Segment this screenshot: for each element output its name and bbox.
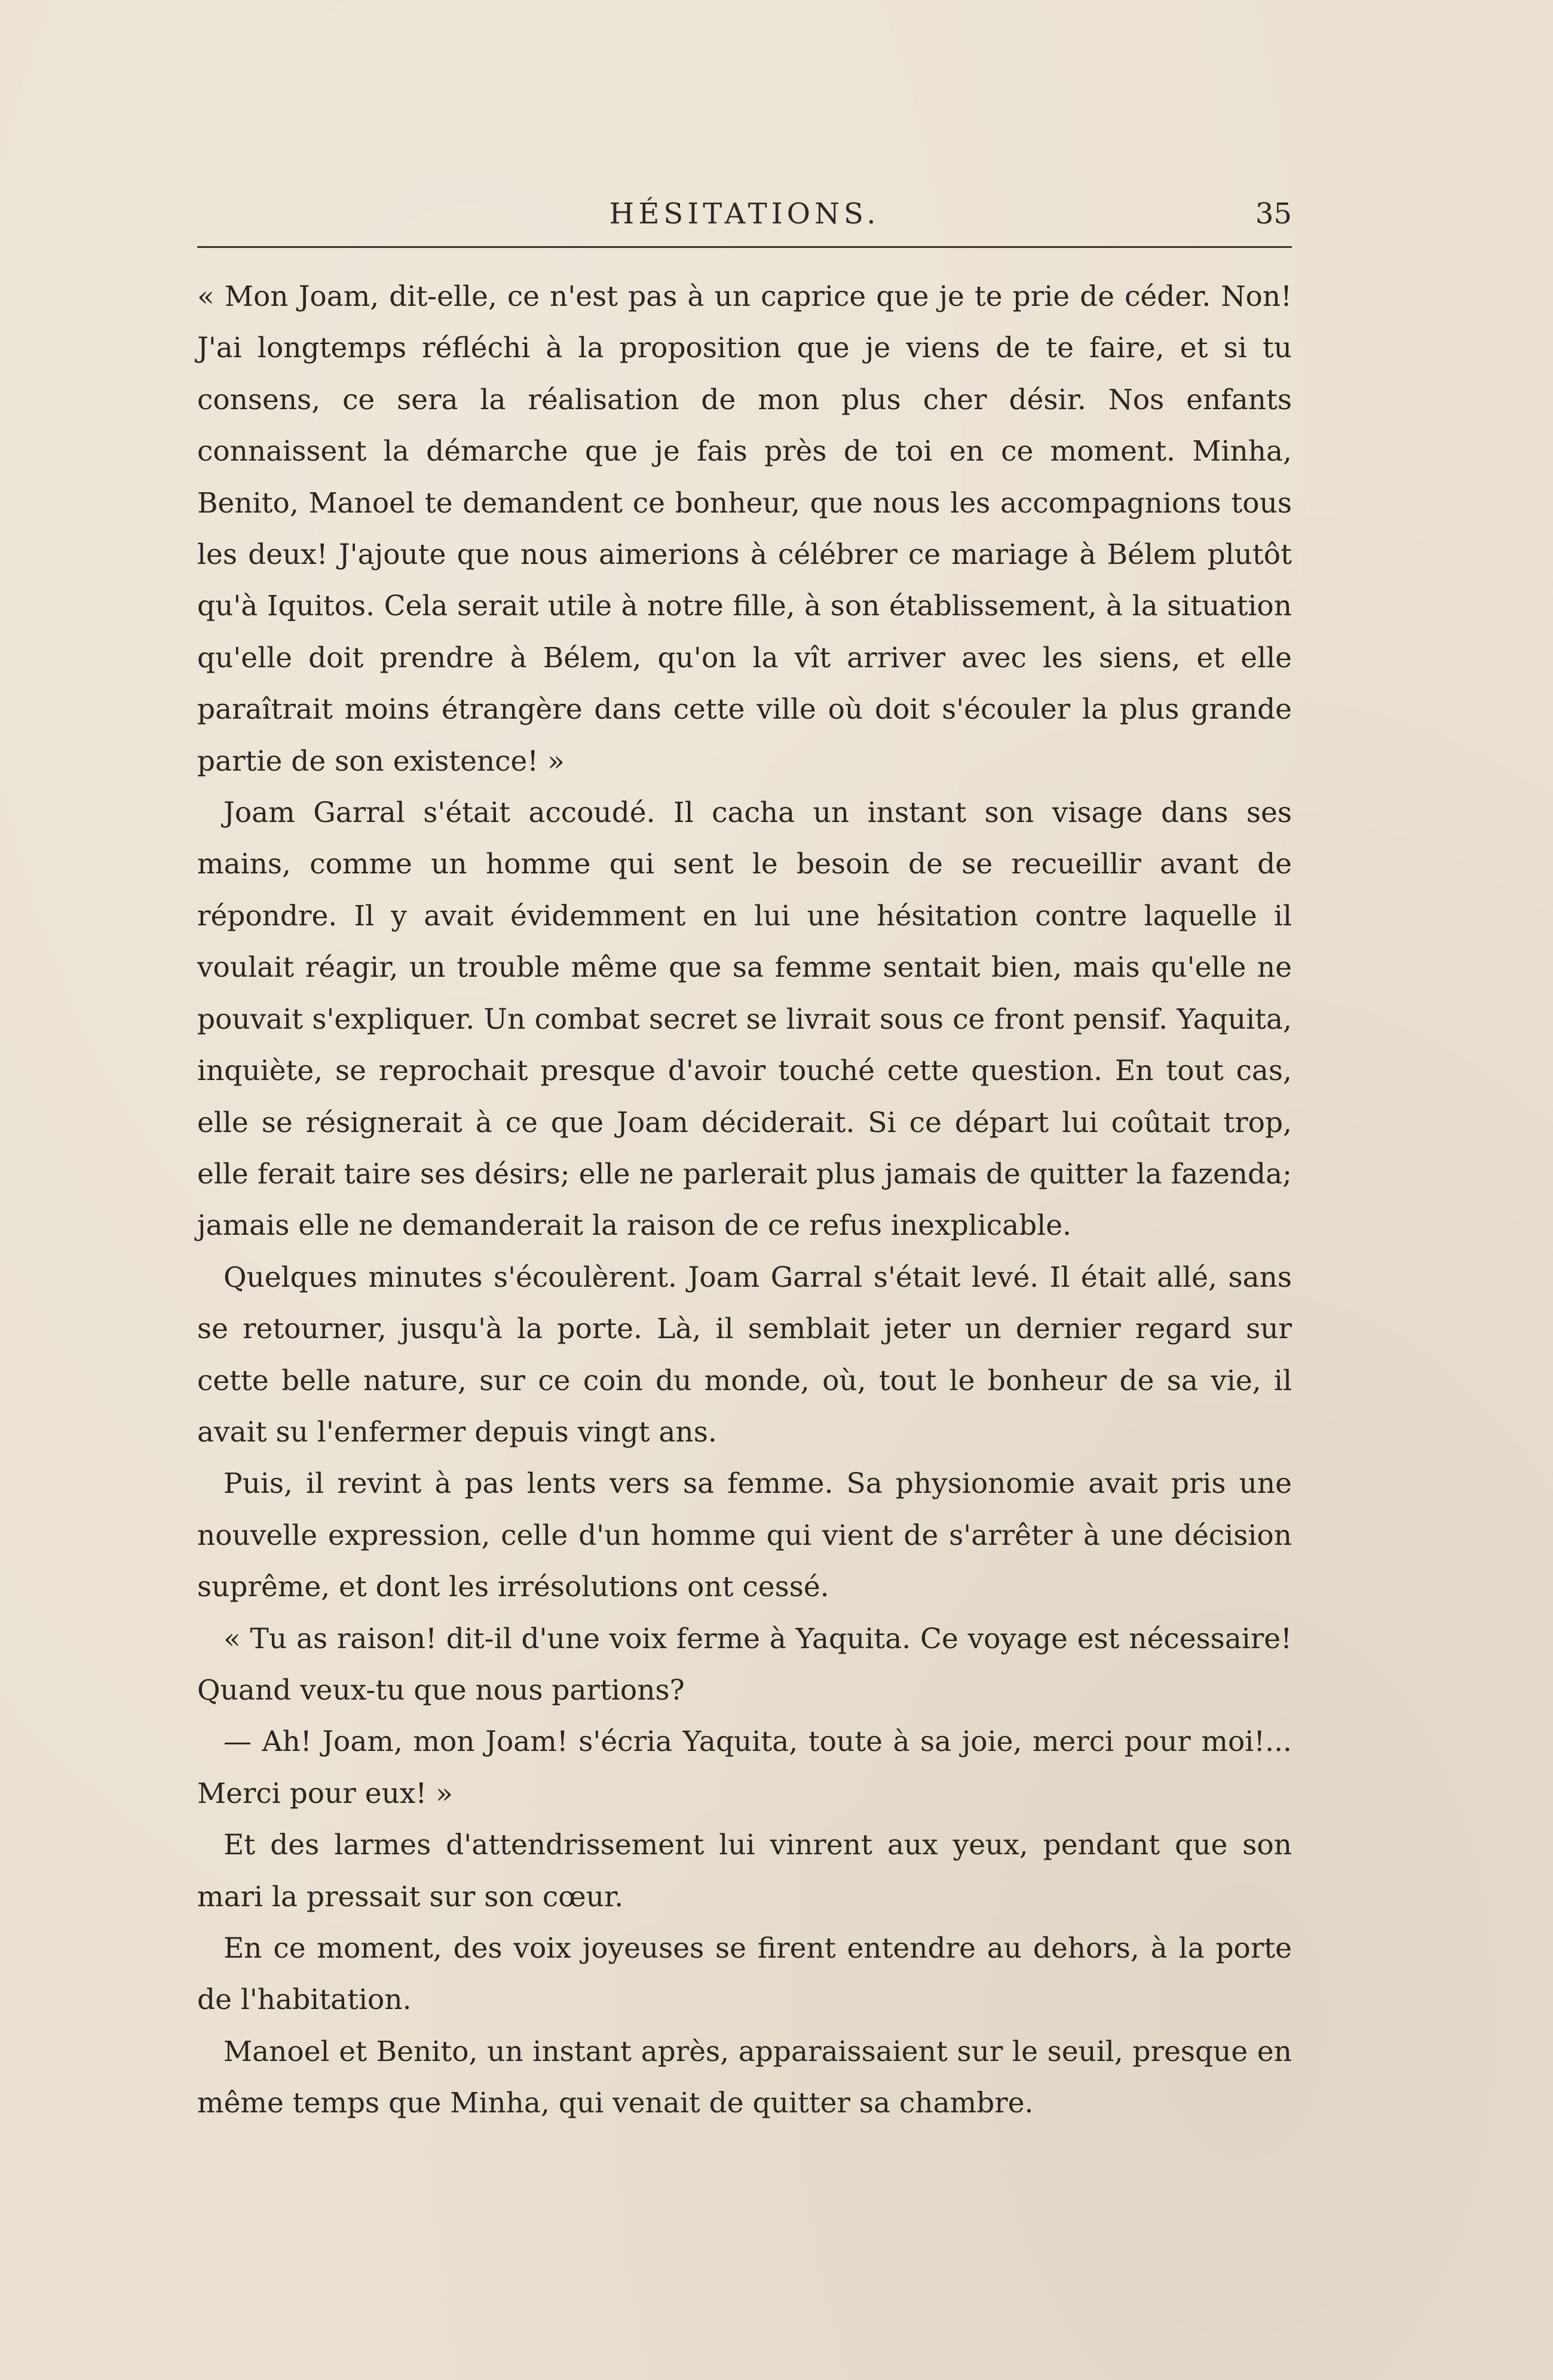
paragraph-7: Et des larmes d'attendrissement lui vinrent aux yeux, pendant que son mari la pressait sur son cœur. (197, 1829, 1292, 1913)
paragraph-1: « Mon Joam, dit-elle, ce n'est pas à un caprice que je te prie de céder. Non! J'ai longtemps réfléchi à la proposition que je viens de te faire, et si tu consens, ce sera la réalisation de mon plus cher désir. Nos enfants connaissent la démarche que je fais près de toi en ce moment. Minha, Benito, Manoel te demandent ce bonheur, que nous les accompagnions tous les deux! J'ajoute que nous aimerions à célébrer ce mariage à Bélem plutôt qu'à Iquitos. Cela serait utile à notre fille, à son établissement, à la situation qu'elle doit prendre à Bélem, qu'on la vît arriver avec les siens, et elle paraîtrait moins étrangère dans cette ville où doit s'écouler la plus grande partie de son existence! » (197, 280, 1292, 778)
paragraph-6: — Ah! Joam, mon Joam! s'écria Yaquita, toute à sa joie, merci pour moi!... Merci pour eux! » (197, 1725, 1292, 1810)
paragraph-3: Quelques minutes s'écoulèrent. Joam Garral s'était levé. Il était allé, sans se retourner, jusqu'à la porte. Là, il semblait jeter un dernier regard sur cette belle nature, sur ce coin du monde, où, tout le bonheur de sa vie, il avait su l'enfermer depuis vingt ans. (197, 1260, 1292, 1449)
paragraph-2: Joam Garral s'était accoudé. Il cacha un instant son visage dans ses mains, comme un homme qui sent le besoin de se recueillir avant de répondre. Il y avait évidemment en lui une hésitation contre laquelle il voulait réagir, un trouble même que sa femme sentait bien, mais qu'elle ne pouvait s'expliquer. Un combat secret se livrait sous ce front pensif. Yaquita, inquiète, se reprochait presque d'avoir touché cette question. En tout cas, elle se résignerait à ce que Joam déciderait. Si ce départ lui coûtait trop, elle ferait taire ses désirs; elle ne parlerait plus jamais de quitter la fazenda; jamais elle ne demanderait la raison de ce refus inexplicable. (197, 796, 1292, 1243)
body-text (197, 271, 1292, 2130)
paragraph-5: « Tu as raison! dit-il d'une voix ferme à Yaquita. Ce voyage est nécessaire! Quand veux-tu que nous partions? (197, 1622, 1292, 1707)
paragraph-8: En ce moment, des voix joyeuses se firent entendre au dehors, à la porte de l'habitation. (197, 1932, 1292, 2017)
header-rule (197, 246, 1292, 248)
paragraph-4: Puis, il revint à pas lents vers sa femme. Sa physionomie avait pris une nouvelle expression, celle d'un homme qui vient de s'arrêter à une décision suprême, et dont les irrésolutions ont cessé. (197, 1467, 1292, 1604)
running-head (197, 190, 1292, 238)
running-title: HÉSITATIONS. (609, 197, 880, 231)
paragraph-9: Manoel et Benito, un instant après, apparaissaient sur le seuil, presque en même temps que Minha, qui venait de quitter sa chambre. (197, 2035, 1292, 2120)
page-number: 35 (1255, 197, 1292, 231)
